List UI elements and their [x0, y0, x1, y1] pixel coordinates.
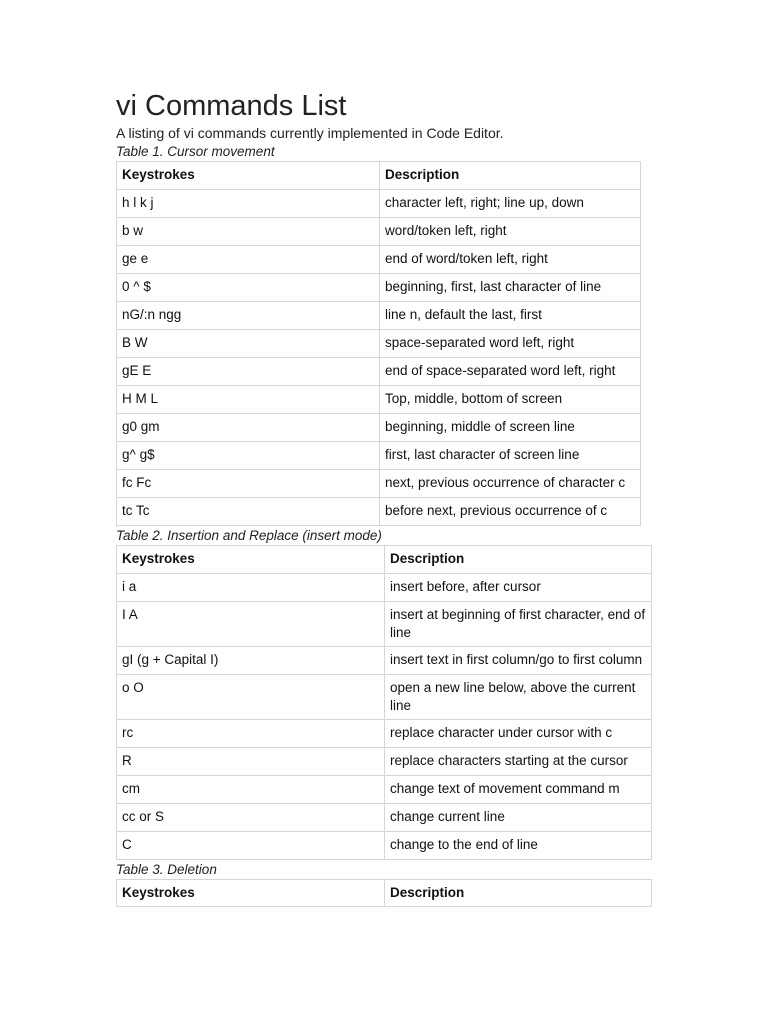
- description-cell: before next, previous occurrence of c: [380, 498, 641, 526]
- keystrokes-cell: g^ g$: [117, 442, 380, 470]
- table-row: [117, 647, 652, 675]
- table-row: [117, 748, 652, 776]
- table-row: [117, 302, 641, 330]
- description-cell: word/token left, right: [380, 218, 641, 246]
- table-row: [117, 190, 641, 218]
- table-row: [117, 330, 641, 358]
- table-row: [117, 602, 652, 647]
- table-row: [117, 218, 641, 246]
- deletion-table: [116, 879, 652, 907]
- table-row: [117, 574, 652, 602]
- keystrokes-cell: 0 ^ $: [117, 274, 380, 302]
- description-cell: beginning, first, last character of line: [380, 274, 641, 302]
- keystrokes-cell: H M L: [117, 386, 380, 414]
- description-cell: beginning, middle of screen line: [380, 414, 641, 442]
- keystrokes-cell: R: [117, 748, 385, 776]
- table-row: [117, 274, 641, 302]
- description-cell: replace characters starting at the cursor: [385, 748, 652, 776]
- description-cell: end of space-separated word left, right: [380, 358, 641, 386]
- keystrokes-cell: gE E: [117, 358, 380, 386]
- keystrokes-cell: cc or S: [117, 804, 385, 832]
- description-cell: line n, default the last, first: [380, 302, 641, 330]
- table-row: [117, 804, 652, 832]
- table-row: [117, 358, 641, 386]
- keystrokes-cell: g0 gm: [117, 414, 380, 442]
- description-cell: open a new line below, above the current line: [385, 675, 652, 720]
- keystrokes-cell: ge e: [117, 246, 380, 274]
- table-row: [117, 832, 652, 860]
- column-header: Description: [380, 162, 641, 190]
- table-row: [117, 776, 652, 804]
- insertion-replace-table: [116, 545, 652, 860]
- column-header: Keystrokes: [117, 880, 385, 907]
- keystrokes-cell: nG/:n ngg: [117, 302, 380, 330]
- table-header-row: [117, 546, 652, 574]
- description-cell: next, previous occurrence of character c: [380, 470, 641, 498]
- column-header: Description: [385, 546, 652, 574]
- description-cell: insert text in first column/go to first column: [385, 647, 652, 675]
- keystrokes-cell: I A: [117, 602, 385, 647]
- keystrokes-cell: cm: [117, 776, 385, 804]
- keystrokes-cell: h l k j: [117, 190, 380, 218]
- column-header: Keystrokes: [117, 162, 380, 190]
- table-row: [117, 414, 641, 442]
- keystrokes-cell: B W: [117, 330, 380, 358]
- description-cell: first, last character of screen line: [380, 442, 641, 470]
- description-cell: change current line: [385, 804, 652, 832]
- table-body: [117, 574, 652, 860]
- keystrokes-cell: C: [117, 832, 385, 860]
- document-page: [116, 88, 656, 907]
- description-cell: change to the end of line: [385, 832, 652, 860]
- table-row: [117, 386, 641, 414]
- description-cell: replace character under cursor with c: [385, 720, 652, 748]
- keystrokes-cell: fc Fc: [117, 470, 380, 498]
- page-title: vi Commands List: [116, 90, 347, 122]
- table-header-row: [117, 162, 641, 190]
- keystrokes-cell: tc Tc: [117, 498, 380, 526]
- description-cell: space-separated word left, right: [380, 330, 641, 358]
- description-cell: insert at beginning of first character, end of line: [385, 602, 652, 647]
- keystrokes-cell: i a: [117, 574, 385, 602]
- description-cell: insert before, after cursor: [385, 574, 652, 602]
- table-row: [117, 246, 641, 274]
- table-row: [117, 442, 641, 470]
- table-row: [117, 470, 641, 498]
- table-header-row: [117, 880, 652, 907]
- table-caption: Table 3. Deletion: [116, 862, 217, 877]
- column-header: Description: [385, 880, 652, 907]
- table-row: [117, 675, 652, 720]
- keystrokes-cell: rc: [117, 720, 385, 748]
- table-body: [117, 190, 641, 526]
- description-cell: Top, middle, bottom of screen: [380, 386, 641, 414]
- description-cell: character left, right; line up, down: [380, 190, 641, 218]
- table-row: [117, 720, 652, 748]
- description-cell: end of word/token left, right: [380, 246, 641, 274]
- keystrokes-cell: gI (g + Capital I): [117, 647, 385, 675]
- page-subtitle: A listing of vi commands currently implemented in Code Editor.: [116, 125, 504, 141]
- table-caption: Table 2. Insertion and Replace (insert mode): [116, 528, 382, 543]
- cursor-movement-table: [116, 161, 641, 526]
- table-row: [117, 498, 641, 526]
- description-cell: change text of movement command m: [385, 776, 652, 804]
- column-header: Keystrokes: [117, 546, 385, 574]
- keystrokes-cell: o O: [117, 675, 385, 720]
- table-caption: Table 1. Cursor movement: [116, 144, 275, 159]
- keystrokes-cell: b w: [117, 218, 380, 246]
